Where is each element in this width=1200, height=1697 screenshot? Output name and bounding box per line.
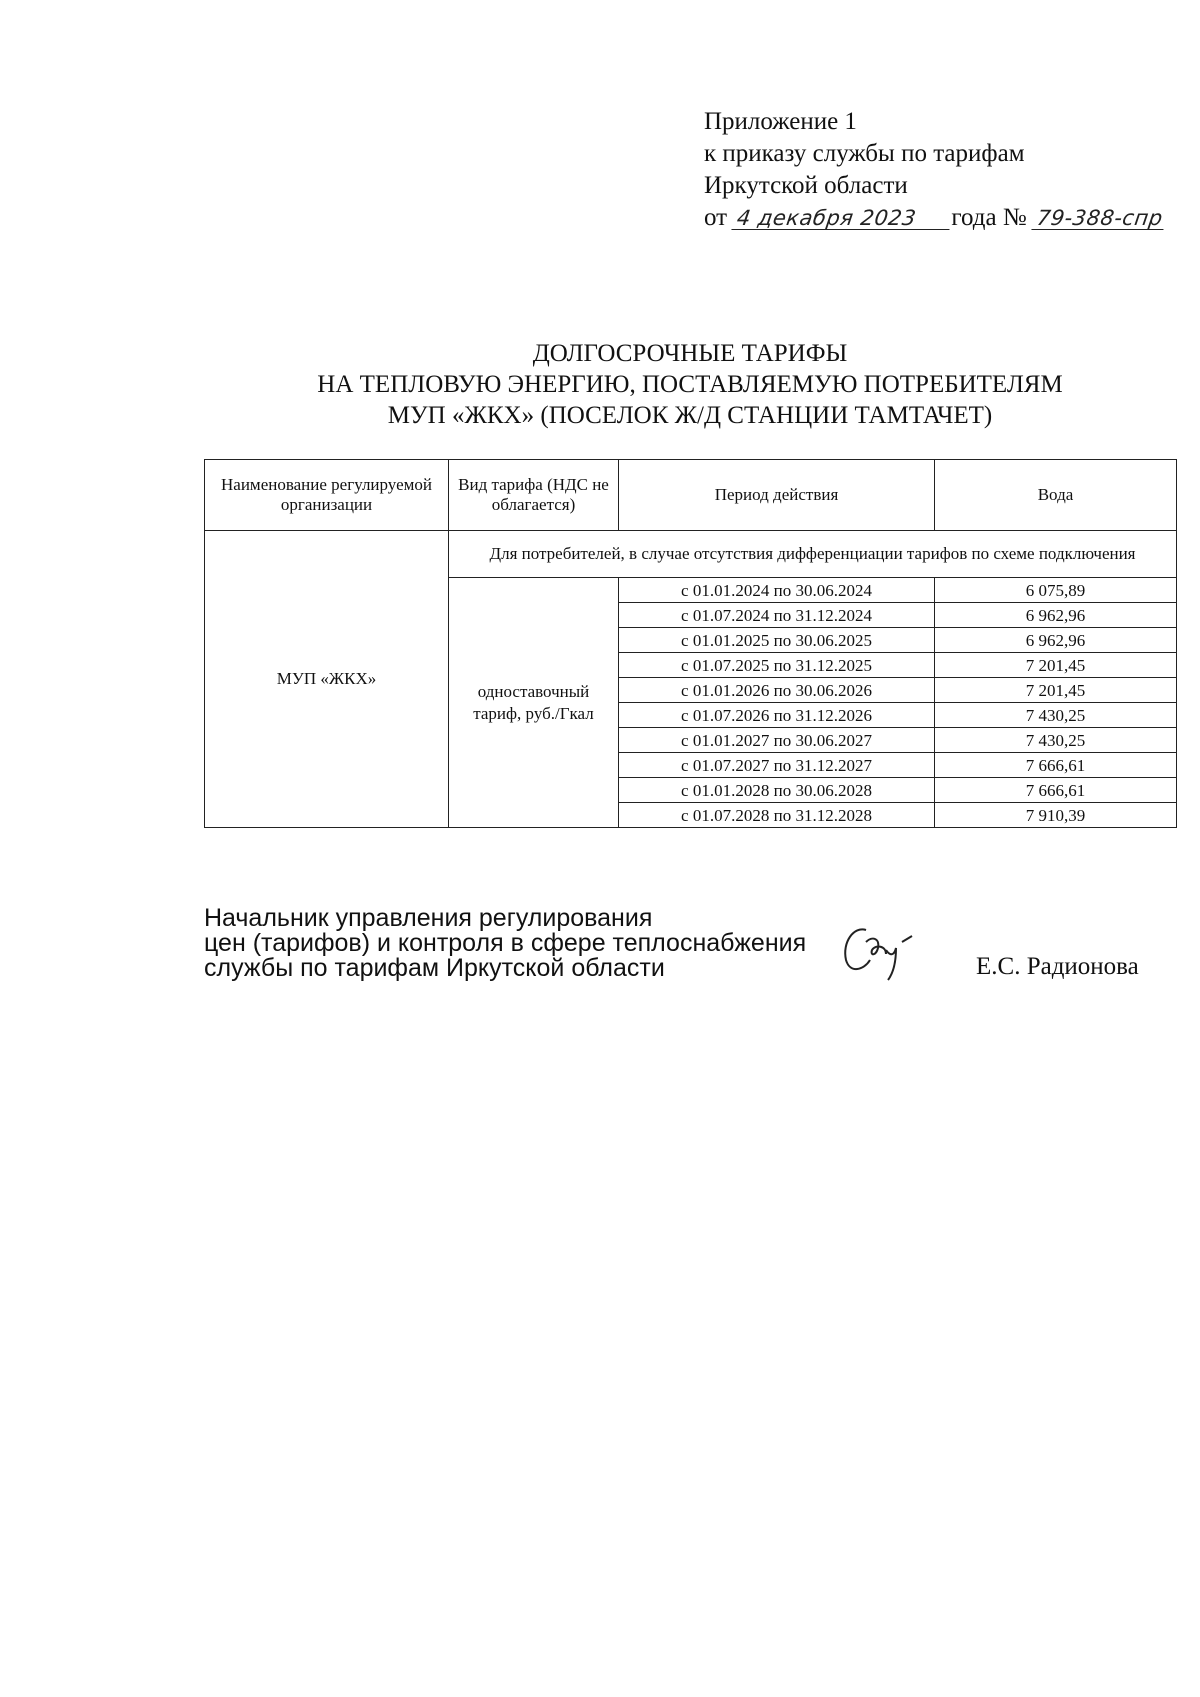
tariff-type-cell: одноставочный тариф, руб./Гкал [449, 578, 619, 828]
signer-name: Е.С. Радионова [976, 953, 1139, 980]
period-cell: с 01.01.2027 по 30.06.2027 [619, 728, 935, 753]
header-water: Вода [935, 460, 1177, 531]
period-cell: с 01.07.2025 по 31.12.2025 [619, 653, 935, 678]
water-tariff-value: 7 430,25 [935, 728, 1177, 753]
water-tariff-value: 6 075,89 [935, 578, 1177, 603]
period-cell: с 01.01.2028 по 30.06.2028 [619, 778, 935, 803]
appendix-date-line [704, 202, 1165, 234]
header-org: Наименование регулируемой организации [205, 460, 449, 531]
period-cell: с 01.07.2028 по 31.12.2028 [619, 803, 935, 828]
handwritten-order-number: 79-388-спр [1031, 207, 1166, 230]
header-tariff-type: Вид тарифа (НДС не облагается) [449, 460, 619, 531]
water-tariff-value: 7 201,45 [935, 678, 1177, 703]
period-cell: с 01.07.2026 по 31.12.2026 [619, 703, 935, 728]
water-tariff-value: 7 430,25 [935, 703, 1177, 728]
tariff-table [204, 459, 1177, 828]
header-period: Период действия [619, 460, 935, 531]
period-cell: с 01.01.2024 по 30.06.2024 [619, 578, 935, 603]
appendix-title: Приложение 1 [704, 108, 857, 135]
title-line-3: МУП «ЖКХ» (ПОСЕЛОК Ж/Д СТАНЦИИ ТАМТАЧЕТ) [387, 402, 993, 429]
period-cell: с 01.01.2025 по 30.06.2025 [619, 628, 935, 653]
org-name-cell: МУП «ЖКХ» [205, 531, 449, 828]
water-tariff-value: 7 666,61 [935, 753, 1177, 778]
appendix-header [704, 106, 1165, 234]
signer-position-line-2: цен (тарифов) и контроля в сфере теплоснабжения [204, 929, 807, 957]
handwritten-date: 4 декабря 2023 [732, 207, 953, 230]
signature-block [204, 906, 806, 981]
table-note-row [205, 531, 1177, 578]
handwritten-signature [836, 920, 926, 984]
water-tariff-value: 6 962,96 [935, 628, 1177, 653]
year-number-label: года № [951, 204, 1027, 231]
water-tariff-value: 7 201,45 [935, 653, 1177, 678]
document-title [200, 338, 1180, 431]
period-cell: с 01.07.2024 по 31.12.2024 [619, 603, 935, 628]
title-line-1: ДОЛГОСРОЧНЫЕ ТАРИФЫ [532, 340, 848, 367]
water-tariff-value: 6 962,96 [935, 603, 1177, 628]
water-tariff-value: 7 666,61 [935, 778, 1177, 803]
appendix-region: Иркутской области [704, 172, 908, 199]
consumer-note: Для потребителей, в случае отсутствия дифференциации тарифов по схеме подключения [449, 531, 1177, 578]
appendix-order-ref: к приказу службы по тарифам [704, 140, 1025, 167]
title-line-2: НА ТЕПЛОВУЮ ЭНЕРГИЮ, ПОСТАВЛЯЕМУЮ ПОТРЕБИТЕЛЯМ [317, 371, 1063, 398]
from-prefix: от [704, 204, 728, 231]
signer-position-line-3: службы по тарифам Иркутской области [204, 954, 665, 982]
signer-position-line-1: Начальник управления регулирования [204, 904, 653, 932]
water-tariff-value: 7 910,39 [935, 803, 1177, 828]
table-header-row [205, 460, 1177, 531]
period-cell: с 01.01.2026 по 30.06.2026 [619, 678, 935, 703]
period-cell: с 01.07.2027 по 31.12.2027 [619, 753, 935, 778]
